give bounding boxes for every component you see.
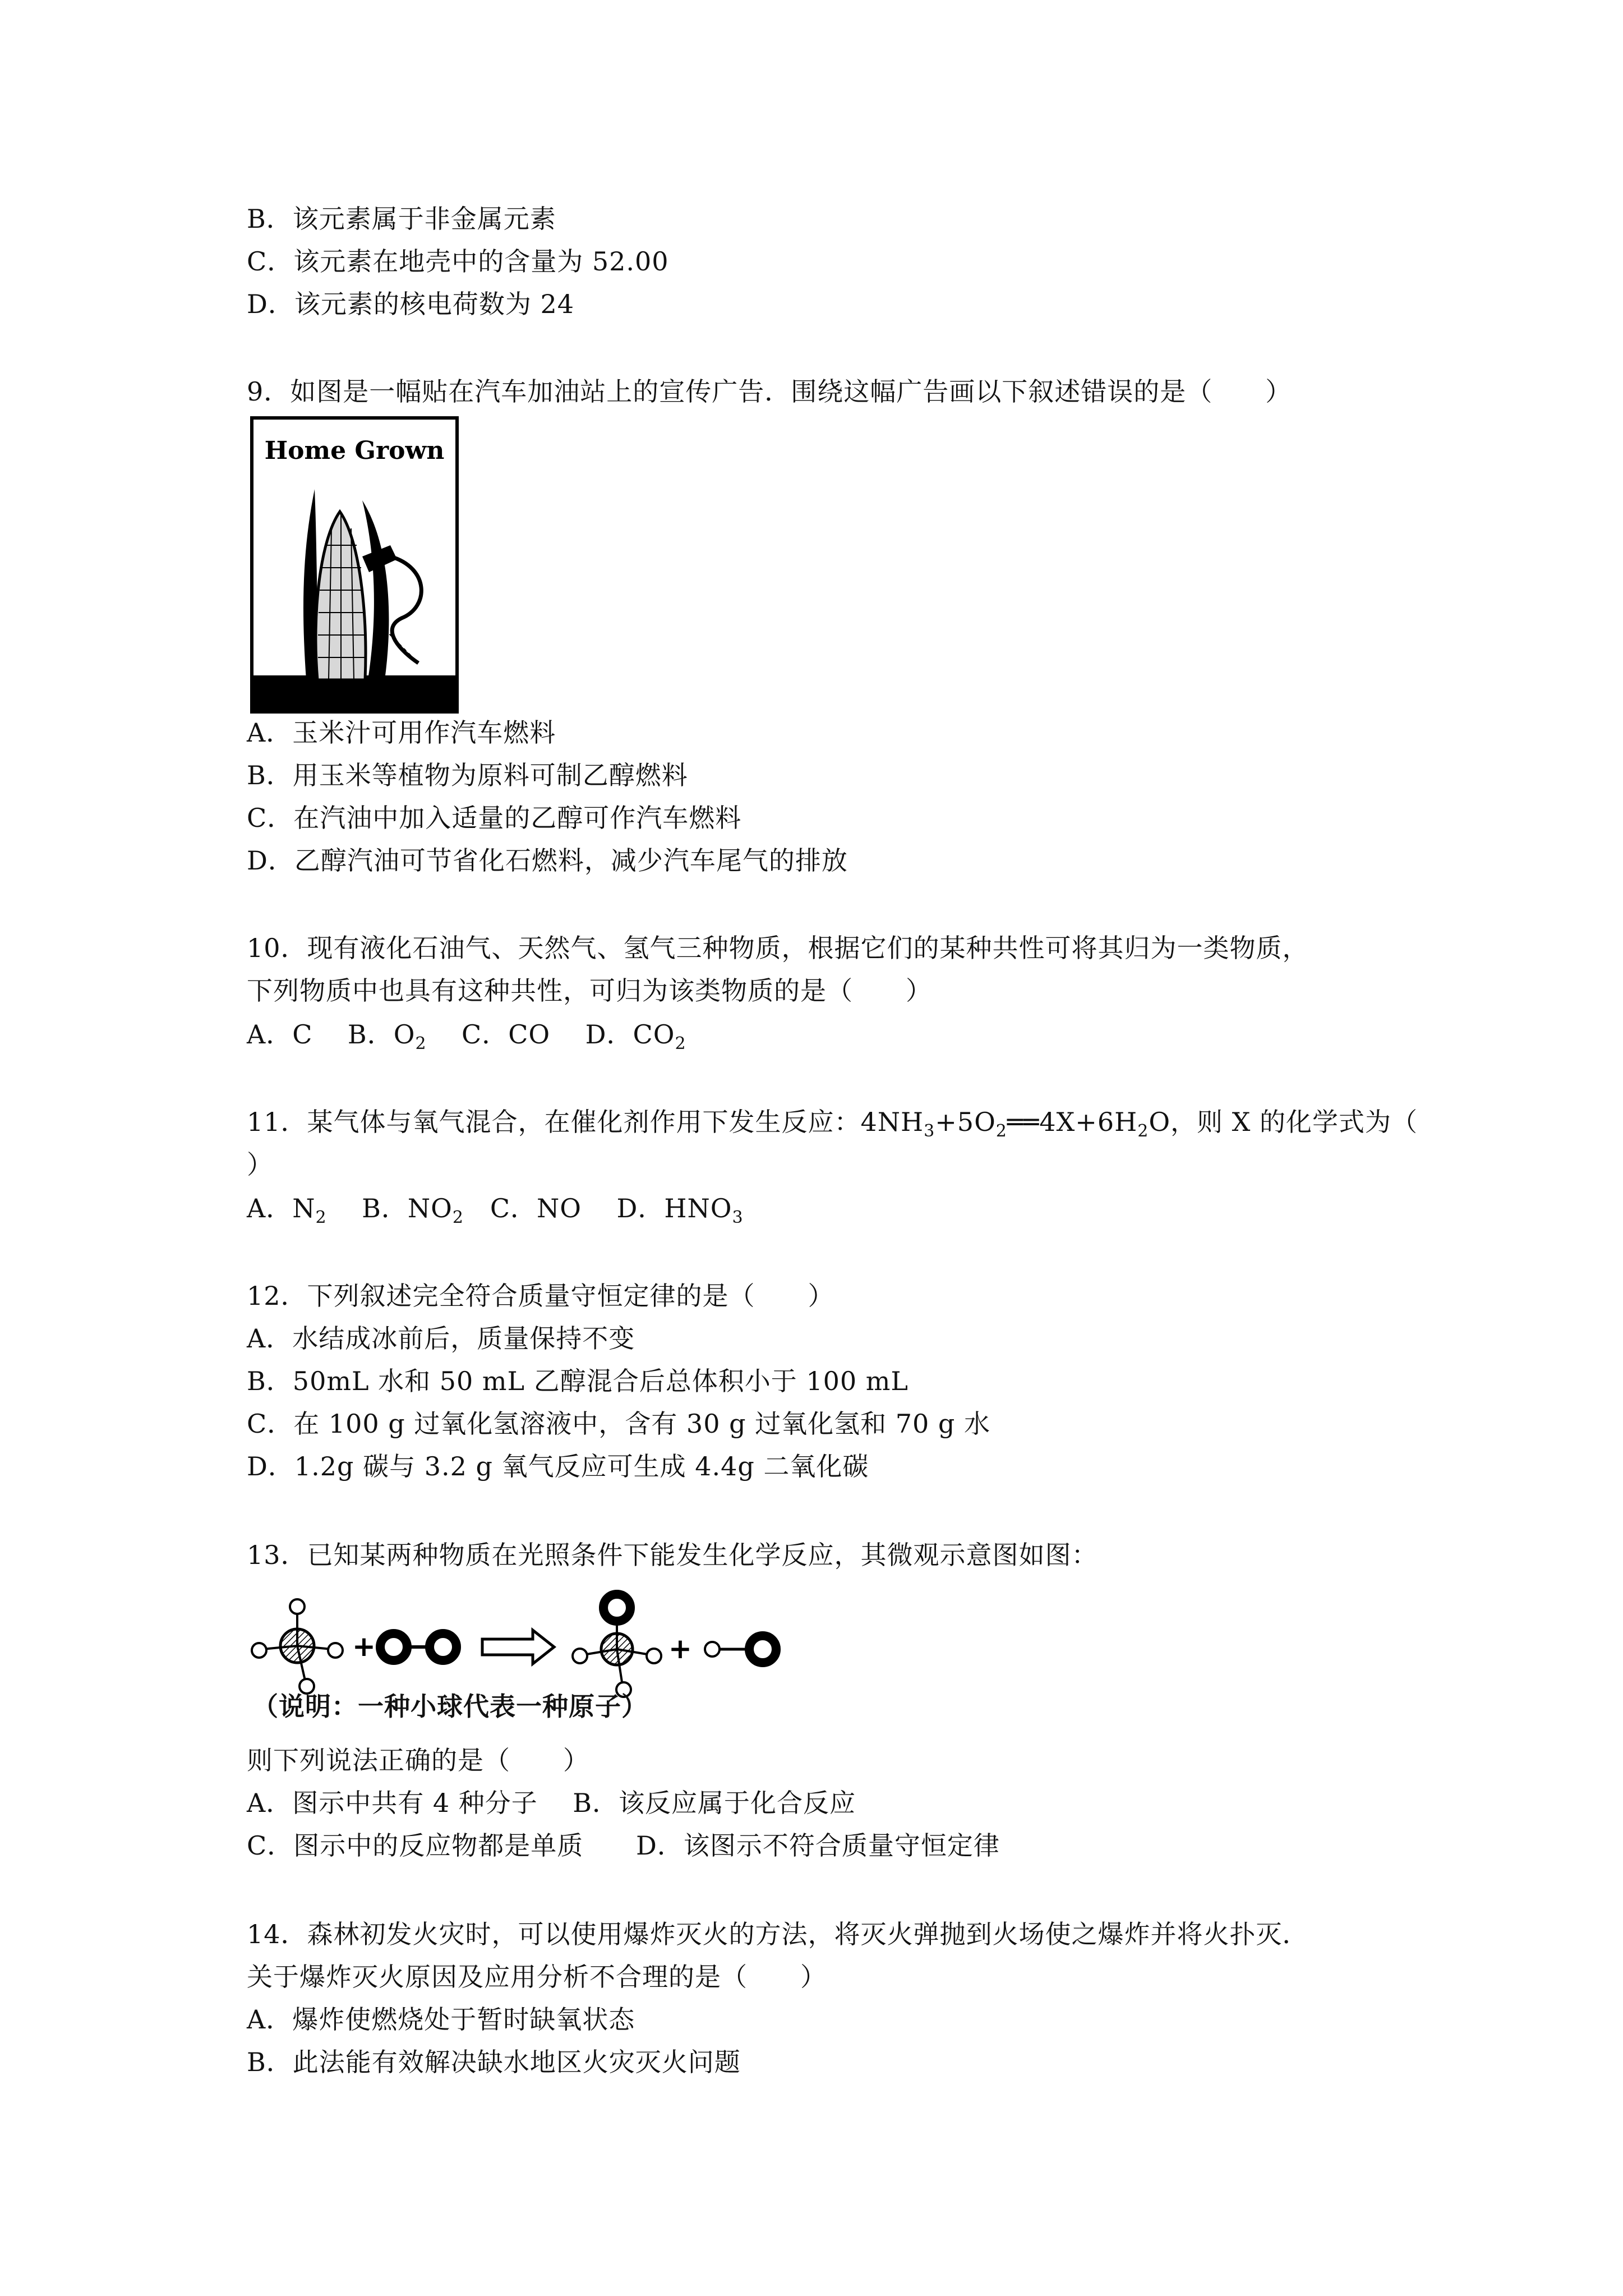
q11-option-c: C．NO xyxy=(490,1193,582,1223)
q13-options-row1 xyxy=(247,1787,856,1819)
q10-option-c: C．CO xyxy=(462,1019,551,1050)
q9-option-c: C．在汽油中加入适量的乙醇可作汽车燃料 xyxy=(247,803,742,833)
q10-stem-line1: 10．现有液化石油气、天然气、氢气三种物质，根据它们的某种共性可将其归为一类物质， xyxy=(247,933,1309,963)
q11-option-a: A．$N_2$ xyxy=(247,1193,327,1227)
q9-option-a: A．玉米汁可用作汽车燃料 xyxy=(247,717,556,748)
q13-caption: （说明：一种小球代表一种原子） xyxy=(252,1691,648,1722)
q9-stem: 9．如图是一幅贴在汽车加油站上的宣传广告．围绕这幅广告画以下叙述错误的是（ ） xyxy=(247,376,1292,407)
product-molecule-1 xyxy=(573,1594,661,1697)
q9-option-b: B．用玉米等植物为原料可制乙醇燃料 xyxy=(247,760,688,790)
q13-options-row2 xyxy=(247,1830,1000,1861)
q13-ask: 则下列说法正确的是（ ） xyxy=(247,1745,589,1775)
q12-option-a: A．水结成冰前后，质量保持不变 xyxy=(247,1323,635,1354)
q13-stem: 13．已知某两种物质在光照条件下能发生化学反应，其微观示意图如图： xyxy=(247,1540,1098,1570)
q14-option-a: A．爆炸使燃烧处于暂时缺氧状态 xyxy=(247,2004,635,2035)
q12-option-c: C．在 100 g 过氧化氢溶液中，含有 30 g 过氧化氢和 70 g 水 xyxy=(247,1409,990,1439)
q13-reaction-diagram xyxy=(247,1588,819,1702)
q11-stem-line2: ） xyxy=(247,1149,273,1180)
q13-option-a: A．图示中共有 4 种分子 xyxy=(247,1788,538,1818)
q8-option-d: D．该元素的核电荷数为 24 xyxy=(247,289,575,319)
reactant-molecule-1 xyxy=(252,1599,343,1694)
q12-option-b: B．50mL 水和 50 mL 乙醇混合后总体积小于 100 mL xyxy=(247,1366,909,1396)
q9-option-d: D．乙醇汽油可节省化石燃料，减少汽车尾气的排放 xyxy=(247,845,848,876)
q12-stem: 12．下列叙述完全符合质量守恒定律的是（ ） xyxy=(247,1281,834,1311)
reactant-molecule-2 xyxy=(380,1634,457,1660)
svg-text:+: + xyxy=(352,1630,376,1663)
q11-options xyxy=(247,1193,744,1234)
q11-option-b: B．$NO_2$ xyxy=(362,1193,464,1227)
reaction-arrow xyxy=(482,1630,554,1664)
q14-option-b: B．此法能有效解决缺水地区火灾灭火问题 xyxy=(247,2047,741,2077)
q10-options xyxy=(247,1019,686,1060)
q8-option-b: B．该元素属于非金属元素 xyxy=(247,204,556,234)
product-molecule-2 xyxy=(705,1636,776,1663)
poster-title: Home Grown xyxy=(264,436,445,465)
q9-poster-figure xyxy=(250,416,459,716)
q10-option-a: A．C xyxy=(247,1019,313,1050)
q13-option-d: D．该图示不符合质量守恒定律 xyxy=(635,1830,1000,1861)
svg-text:+: + xyxy=(668,1632,692,1665)
q13-option-c: C．图示中的反应物都是单质 xyxy=(247,1830,584,1861)
q10-stem-line2: 下列物质中也具有这种共性，可归为该类物质的是（ ） xyxy=(247,976,932,1006)
q11-option-d: D．$HNO_3$ xyxy=(616,1193,744,1227)
q10-option-d: D．$CO_2$ xyxy=(585,1019,686,1053)
q14-stem-line2: 关于爆炸灭火原因及应用分析不合理的是（ ） xyxy=(247,1962,827,1992)
q14-stem-line1: 14．森林初发火灾时，可以使用爆炸灭火的方法，将灭火弹抛到火场使之爆炸并将火扑灭． xyxy=(247,1919,1309,1949)
q10-option-b: B．$O_2$ xyxy=(347,1019,427,1053)
q11-stem-line1: 11．某气体与氧气混合，在催化剂作用下发生反应：$4NH_3+5O_2══4X+6H_2O$，则 X 的化学式为（ xyxy=(247,1107,1418,1141)
q13-option-b: B．该反应属于化合反应 xyxy=(573,1788,856,1818)
q8-option-c: C．该元素在地壳中的含量为 52.00 xyxy=(247,246,669,277)
q12-option-d: D．1.2g 碳与 3.2 g 氧气反应可生成 4.4g 二氧化碳 xyxy=(247,1451,869,1481)
